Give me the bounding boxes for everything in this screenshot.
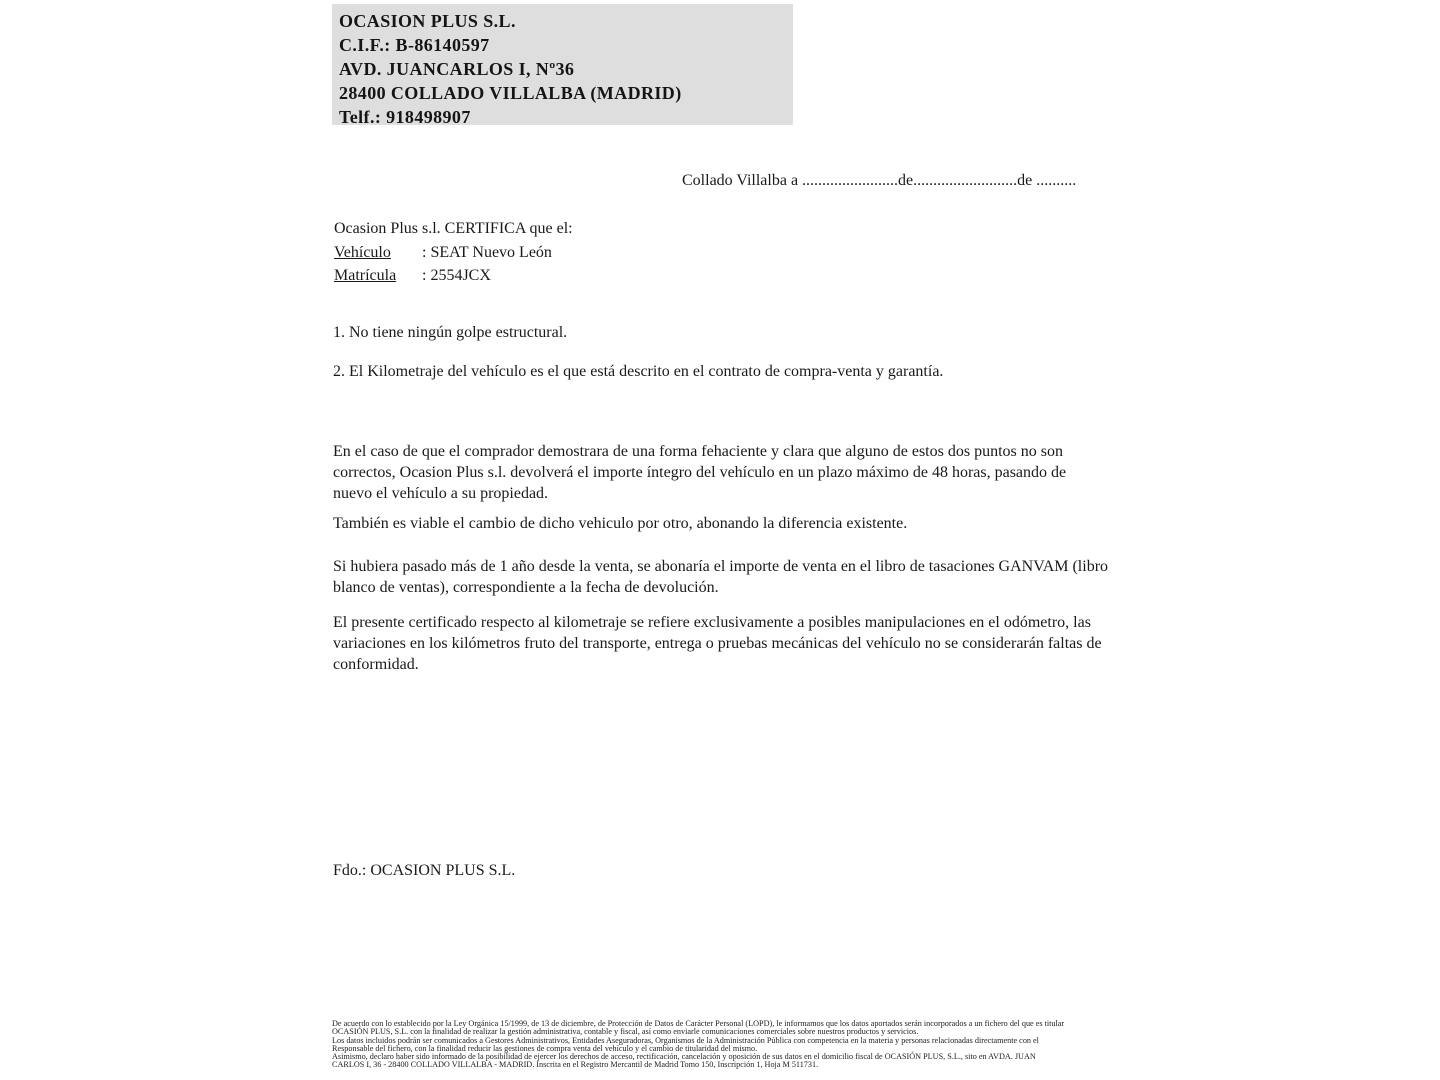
legal-footer <box>332 1020 1122 1070</box>
footer-line: OCASIÓN PLUS, S.L. con la finalidad de realizar la gestión administrativa, contable y fiscal, así como enviarle comunicaciones comerciales sobre nuestros productos y servicios. <box>332 1027 919 1037</box>
body-paragraph-refund: En el caso de que el comprador demostrara de una forma fehaciente y clara que alguno de estos dos puntos no son correctos, Ocasion Plus s.l. devolverá el importe íntegro del vehículo en un plazo máximo de 48 horas, pasando de nuevo el vehículo a su propiedad. <box>333 443 1067 502</box>
certification-block <box>334 217 573 288</box>
point-item-2: 2. El Kilometraje del vehículo es el que está descrito en el contrato de compra-venta y garantía. <box>333 363 944 380</box>
plate-row <box>334 264 573 288</box>
footer-line: Los datos incluidos podrán ser comunicados a Gestores Administrativos, Entidades Aseguradoras, Organismos de la Administración Pública con competencia en la materia y personas relacionadas directamente con el <box>332 1035 1039 1045</box>
phone-line: Telf.: 918498907 <box>339 107 471 127</box>
letterhead-block <box>332 4 793 125</box>
point-item-1: 1. No tiene ningún golpe estructural. <box>333 324 568 341</box>
vehicle-value: : SEAT Nuevo León <box>422 243 552 261</box>
vehicle-label: Vehículo <box>334 243 391 261</box>
footer-line: CARLOS I, 36 - 28400 COLLADO VILLALBA - MADRID. Inscrita en el Registro Mercantil de Madrid Tomo 150, Inscripción 1, Hoja M 511731. <box>332 1060 819 1070</box>
certify-intro: Ocasion Plus s.l. CERTIFICA que el: <box>334 220 573 237</box>
plate-value: : 2554JCX <box>422 267 491 284</box>
body-paragraph-odometer: El presente certificado respecto al kilometraje se refiere exclusivamente a posibles manipulaciones en el odómetro, las variaciones en los kilómetros fruto del transporte, entrega o pruebas mecánicas del vehículo no se considerarán faltas de conformidad. <box>333 614 1102 673</box>
footer-line: De acuerdo con lo establecido por la Ley Orgánica 15/1999, de 13 de diciembre, de Protección de Datos de Carácter Personal (LOPD), le informamos que los datos aportados serán incorporados a un fichero del que es titular <box>332 1019 1065 1028</box>
cif-line: C.I.F.: B-86140597 <box>339 35 490 55</box>
body-paragraph-ganvam: Si hubiera pasado más de 1 año desde la venta, se abonaría el importe de venta en el libro de tasaciones GANVAM (libro blanco de ventas), correspondiente a la fecha de devolución. <box>333 558 1109 596</box>
date-line: Collado Villalba a ........................de..........................de .......... <box>682 172 1077 189</box>
address-line: AVD. JUANCARLOS I, Nº36 <box>339 59 575 79</box>
plate-label: Matrícula <box>334 267 397 284</box>
body-paragraph-exchange: También es viable el cambio de dicho vehiculo por otro, abonando la diferencia existente. <box>333 515 908 532</box>
footer-line: Asimismo, declaro haber sido informado de la posibilidad de ejercer los derechos de acceso, rectificación, cancelación y oposición de sus datos en el domicilio fiscal de OCASIÓN PLUS, S.L., sito en AVDA. JUAN <box>332 1052 1036 1062</box>
vehicle-row <box>334 241 573 265</box>
company-name: OCASION PLUS S.L. <box>339 11 516 31</box>
footer-line: Responsable del fichero, con la finalidad reducir las gestiones de compra venta del vehículo y el cambio de titularidad del mismo. <box>332 1043 758 1053</box>
city-line: 28400 COLLADO VILLALBA (MADRID) <box>339 83 682 103</box>
signature-line: Fdo.: OCASION PLUS S.L. <box>333 862 516 879</box>
